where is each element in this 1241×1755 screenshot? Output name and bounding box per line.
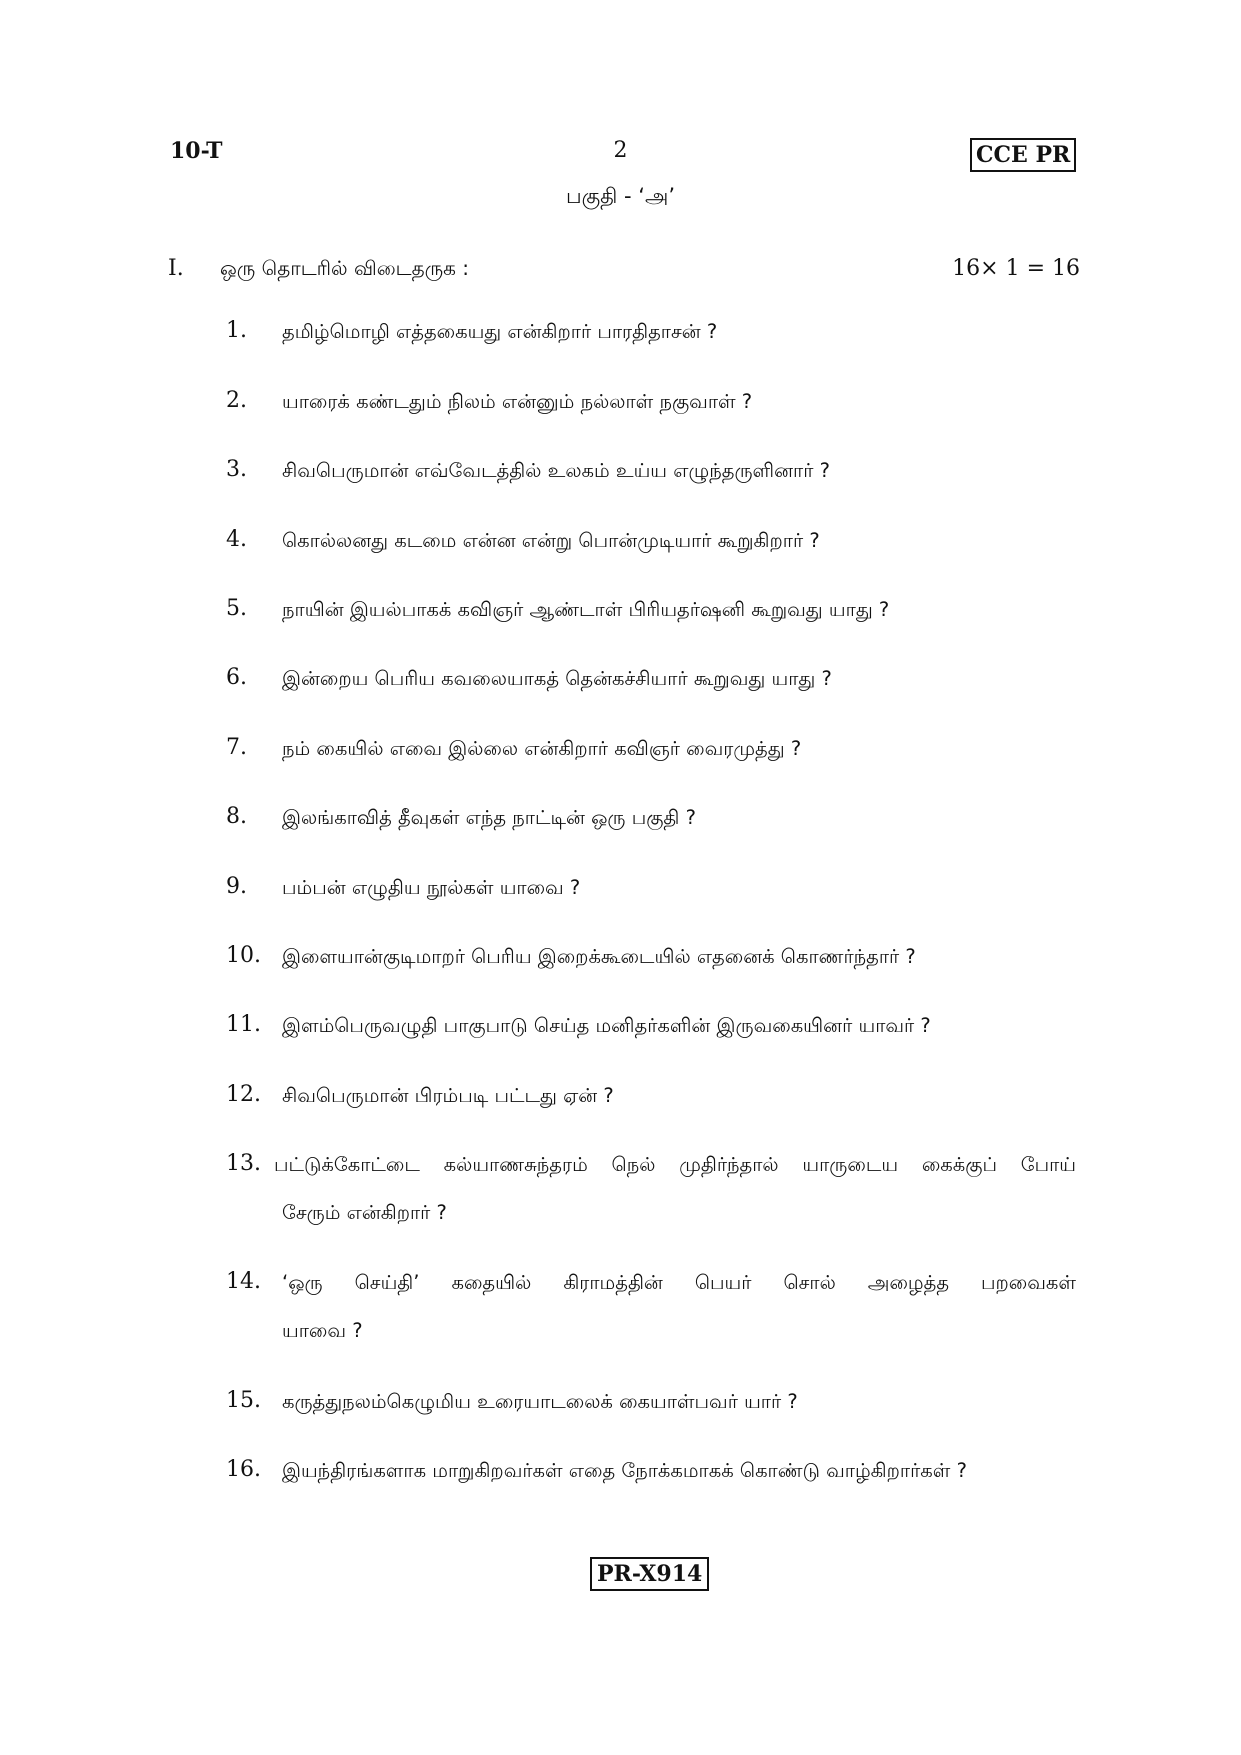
part-title: பகுதி - ‘அ’ <box>566 184 675 208</box>
question-text: தமிழ்மொழி எத்தகையது என்கிறார் பாரதிதாசன் ? <box>282 320 718 343</box>
question-number: 9. <box>226 874 247 899</box>
question-number: 2. <box>226 388 247 413</box>
footer-code-box: PR-X914 <box>590 1557 709 1591</box>
question-number: 7. <box>226 735 247 760</box>
question-number: 5. <box>226 596 247 621</box>
question-text-continued: யாவை ? <box>282 1319 363 1342</box>
page-number: 2 <box>613 138 628 163</box>
question-text: கருத்துநலம்கெழுமிய உரையாடலைக் கையாள்பவர் யார் ? <box>282 1390 798 1413</box>
question-item <box>226 318 1076 356</box>
question-text: பட்டுக்கோட்டை கல்யாணசுந்தரம் நெல் முதிர்ந்தால் யாருடைய கைக்குப் போய் <box>274 1153 1076 1176</box>
question-item <box>226 1388 1076 1426</box>
question-item <box>226 1012 1076 1050</box>
question-text: இலங்காவித் தீவுகள் எந்த நாட்டின் ஒரு பகுதி ? <box>282 806 696 829</box>
question-item <box>226 596 1076 634</box>
question-text: யாரைக் கண்டதும் நிலம் என்னும் நல்லாள் நகுவாள் ? <box>282 390 753 413</box>
question-text: இன்றைய பெரிய கவலையாகத் தென்கச்சியார் கூறுவது யாது ? <box>282 667 832 690</box>
question-number: 6. <box>226 665 247 690</box>
question-number: 8. <box>226 804 247 829</box>
question-item <box>226 943 1076 981</box>
question-number: 12. <box>226 1082 261 1107</box>
section-instruction: ஒரு தொடரில் விடைதருக : <box>220 256 470 280</box>
question-text: இயந்திரங்களாக மாறுகிறவர்கள் எதை நோக்கமாகக் கொண்டு வாழ்கிறார்கள் ? <box>282 1459 967 1482</box>
question-number: 3. <box>226 457 247 482</box>
question-number: 16. <box>226 1457 261 1482</box>
question-item <box>226 388 1076 426</box>
question-number: 15. <box>226 1388 261 1413</box>
exam-code-box: CCE PR <box>970 138 1076 172</box>
question-item <box>226 1151 1076 1237</box>
question-item <box>226 874 1076 912</box>
question-text: இளம்பெருவழுதி பாகுபாடு செய்த மனிதர்களின் இருவகையினர் யாவர் ? <box>282 1014 931 1037</box>
question-item <box>226 1269 1076 1355</box>
question-item <box>226 1082 1076 1120</box>
section-marks: 16× 1 = 16 <box>952 256 1080 281</box>
question-item <box>226 665 1076 703</box>
question-text: நாயின் இயல்பாகக் கவிஞர் ஆண்டாள் பிரியதர்ஷனி கூறுவது யாது ? <box>282 598 890 621</box>
question-text: ‘ஒரு செய்தி’ கதையில் கிராமத்தின் பெயர் சொல் அழைத்த பறவைகள் <box>282 1271 1076 1294</box>
question-number: 14. <box>226 1269 261 1294</box>
question-text: பம்பன் எழுதிய நூல்கள் யாவை ? <box>282 876 581 899</box>
question-text-continued: சேரும் என்கிறார் ? <box>282 1201 447 1224</box>
question-item <box>226 457 1076 495</box>
question-number: 1. <box>226 318 247 343</box>
question-item <box>226 527 1076 565</box>
paper-code: 10-T <box>170 138 223 164</box>
question-number: 11. <box>226 1012 261 1037</box>
question-item <box>226 735 1076 773</box>
question-text: கொல்லனது கடமை என்ன என்று பொன்முடியார் கூறுகிறார் ? <box>282 529 820 552</box>
question-number: 13. <box>226 1151 261 1176</box>
section-number: I. <box>168 256 184 281</box>
question-item <box>226 804 1076 842</box>
question-text: இளையான்குடிமாறர் பெரிய இறைக்கூடையில் எதனைக் கொணர்ந்தார் ? <box>282 945 916 968</box>
question-number: 4. <box>226 527 247 552</box>
question-number: 10. <box>226 943 261 968</box>
question-text: சிவபெருமான் எவ்வேடத்தில் உலகம் உய்ய எழுந்தருளினார் ? <box>282 459 830 482</box>
question-text: சிவபெருமான் பிரம்படி பட்டது ஏன் ? <box>282 1084 614 1107</box>
question-text: நம் கையில் எவை இல்லை என்கிறார் கவிஞர் வைரமுத்து ? <box>282 737 802 760</box>
question-item <box>226 1457 1076 1495</box>
